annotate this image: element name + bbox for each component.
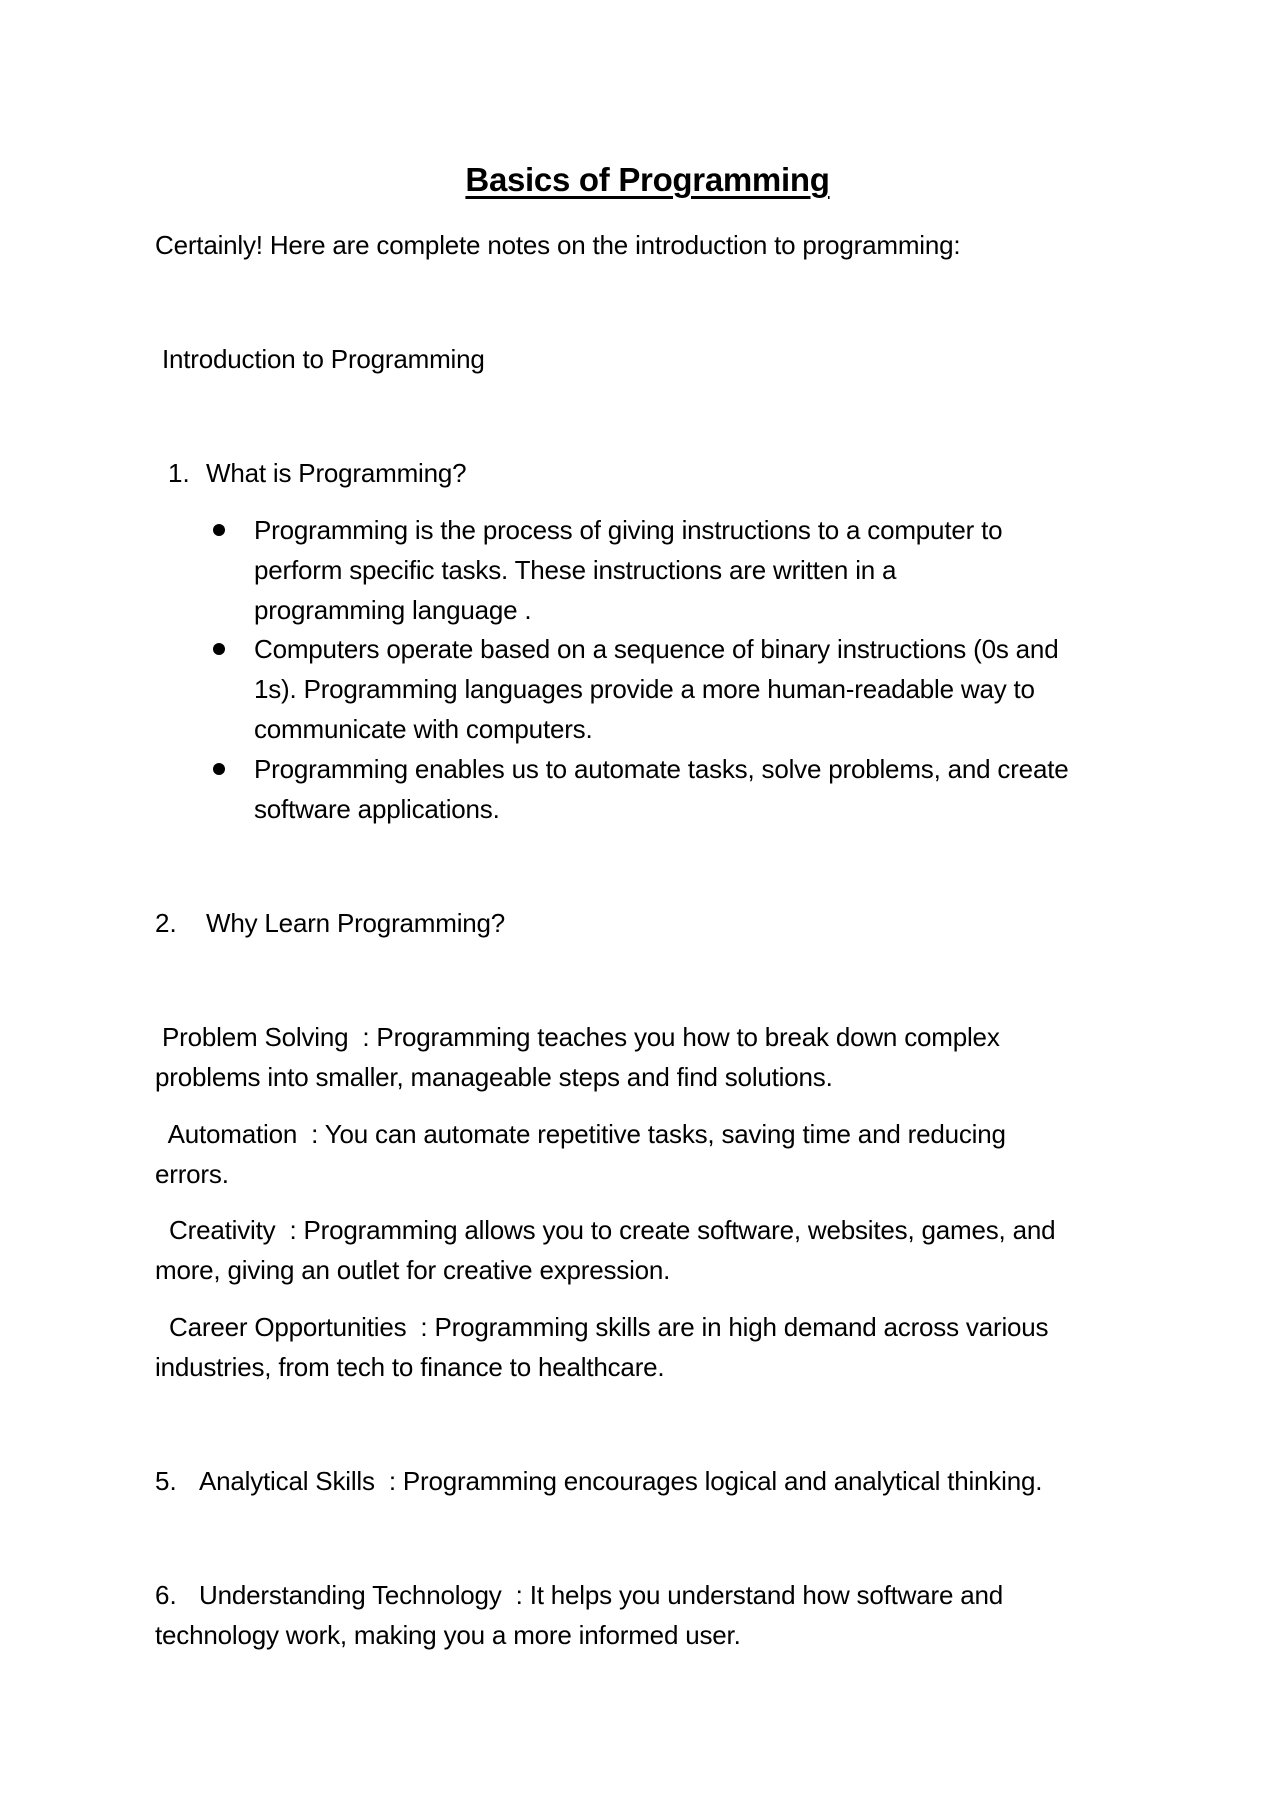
reason-line: Creativity : Programming allows you to create software, websites, games, and xyxy=(155,1215,1056,1245)
bullet-line: Programming enables us to automate tasks, solve problems, and create xyxy=(254,754,1069,784)
list-number: 6. xyxy=(155,1580,177,1610)
reason-line: Career Opportunities : Programming skills are in high demand across various xyxy=(155,1312,1049,1342)
section2-heading: Why Learn Programming? xyxy=(206,908,506,938)
intro-text: Certainly! Here are complete notes on the introduction to programming: xyxy=(155,230,961,260)
list-number: 2. xyxy=(155,908,177,938)
section-heading: Introduction to Programming xyxy=(162,344,485,374)
reason-line: Problem Solving : Programming teaches you how to break down complex xyxy=(155,1022,1000,1052)
list-number: 5. xyxy=(155,1466,177,1496)
bullet-icon xyxy=(213,524,225,536)
item5-text: Analytical Skills : Programming encourages logical and analytical thinking. xyxy=(199,1466,1043,1496)
bullet-line: perform specific tasks. These instructions are written in a xyxy=(254,555,897,585)
bullet-line: software applications. xyxy=(254,794,500,824)
item6-line: technology work, making you a more informed user. xyxy=(155,1620,741,1650)
bullet-line: communicate with computers. xyxy=(254,714,593,744)
reason-line: errors. xyxy=(155,1159,229,1189)
list-number: 1. xyxy=(168,458,190,488)
bullet-line: 1s). Programming languages provide a more human-readable way to xyxy=(254,674,1035,704)
reason-line: more, giving an outlet for creative expression. xyxy=(155,1255,671,1285)
bullet-icon xyxy=(213,643,225,655)
section1-heading: What is Programming? xyxy=(206,458,467,488)
bullet-line: Programming is the process of giving instructions to a computer to xyxy=(254,515,1003,545)
bullet-icon xyxy=(213,763,225,775)
bullet-line: Computers operate based on a sequence of binary instructions (0s and xyxy=(254,634,1059,664)
reason-line: Automation : You can automate repetitive tasks, saving time and reducing xyxy=(155,1119,1006,1149)
reason-line: problems into smaller, manageable steps and find solutions. xyxy=(155,1062,833,1092)
document-title: Basics of Programming xyxy=(465,161,830,198)
item6-line: Understanding Technology : It helps you understand how software and xyxy=(199,1580,1004,1610)
reason-line: industries, from tech to finance to healthcare. xyxy=(155,1352,665,1382)
bullet-line: programming language . xyxy=(254,595,532,625)
